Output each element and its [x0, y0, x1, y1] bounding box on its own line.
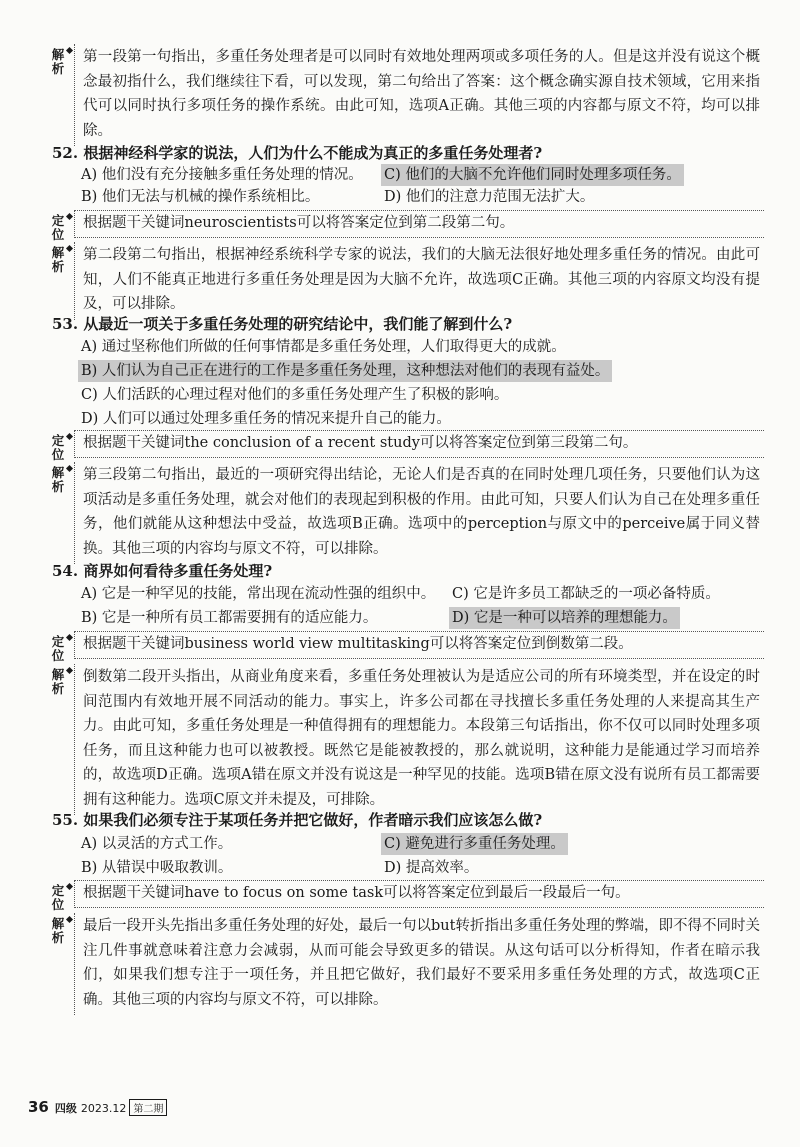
location-block-52: [48, 210, 764, 242]
location-text-54: 根据题干关键词business world view multitasking可以将答案定位到倒数第二段。: [74, 631, 764, 659]
diamond-bullet-icon: [66, 634, 73, 641]
option-55-d: D) 提高效率。: [384, 860, 479, 876]
analysis-badge: 解析: [50, 48, 66, 76]
analysis-badge: 解析: [50, 668, 66, 696]
location-badge: 定位: [50, 635, 66, 663]
option-53-b: B) 人们认为自己正在进行的工作是多重任务处理，这种想法对他们的表现有益处。: [78, 360, 612, 382]
page-number: 36: [28, 1098, 49, 1116]
question-55-title: 55. 如果我们必须专注于某项任务并把它做好，作者暗示我们应该怎么做?: [52, 811, 543, 829]
location-block-53: [48, 430, 764, 462]
option-54-c: C) 它是许多员工都缺乏的一项必备特质。: [452, 586, 720, 602]
analysis-text-51: 第一段第一句指出，多重任务处理者是可以同时有效地处理两项或多项任务的人。但是这并没有说这个概念最初指什么，我们继续往下看，可以发现，第二句给出了答案：这个概念确实源自技术领域，它用来指代可以同时执行多项任务的操作系统。由此可知，选项A正确。其他三项的内容都与原文不符，均可以排除。: [74, 44, 764, 146]
option-53-d: D) 人们可以通过处理多重任务的情况来提升自己的能力。: [81, 411, 451, 427]
diamond-bullet-icon: [66, 213, 73, 220]
analysis-text-55: 最后一段开头先指出多重任务处理的好处，最后一句以but转折指出多重任务处理的弊端，即不得不同时关注几件事就意味着注意力会减弱，从而可能会导致更多的错误。从这句话可以分析得知，作者在暗示我们，如果我们想专注于一项任务，并且把它做好，我们最好不要采用多重任务处理的方式，故选项C正确。其他三项的内容均与原文不符，可以排除。: [74, 913, 764, 1015]
option-53-c: C) 人们活跃的心理过程对他们的多重任务处理产生了积极的影响。: [81, 387, 509, 403]
diamond-bullet-icon: [66, 433, 73, 440]
option-54-d: D) 它是一种可以培养的理想能力。: [449, 607, 680, 629]
analysis-text-54: 倒数第二段开头指出，从商业角度来看，多重任务处理被认为是适应公司的所有环境类型，并在设定的时间范围内有效地开展不同活动的能力。事实上，许多公司都在寻找擅长多重任务处理的人来提高其生产力。由此可知，多重任务处理是一种值得拥有的理想能力。本段第三句话指出，你不仅可以同时处理多项任务，而且这种能力也可以被教授。既然它是能被教授的，那么就说明，这种能力是能通过学习而培养的，故选项D正确。选项A错在原文并没有说这是一种罕见的技能。选项B错在原文没有说所有员工都需要拥有这种能力。选项C原文并未提及，可排除。: [74, 664, 764, 815]
option-52-a: A) 他们没有充分接触多重任务处理的情况。: [81, 167, 363, 183]
analysis-text-52: 第二段第二句指出，根据神经系统科学专家的说法，我们的大脑无法很好地处理多重任务的情况。由此可知，人们不能真正地进行多重任务处理是因为大脑不允许，故选项C正确。其他三项的内容原文均没有提及，可以排除。: [74, 242, 764, 320]
analysis-badge: 解析: [50, 466, 66, 494]
analysis-block-51: [48, 44, 764, 146]
analysis-badge: 解析: [50, 246, 66, 274]
volume-badge: 第二期: [129, 1099, 167, 1116]
option-55-b: B) 从错误中吸取教训。: [81, 860, 233, 876]
analysis-block-54: [48, 664, 764, 815]
location-badge: 定位: [50, 434, 66, 462]
analysis-text-53: 第三段第二句指出，最近的一项研究得出结论，无论人们是否真的在同时处理几项任务，只要他们认为这项活动是多重任务处理，就会对他们的表现起到积极的作用。由此可知，只要人们认为自己在处理多重任务，他们就能从这种想法中受益，故选项B正确。选项中的perception与原文中的perceive属于同义替换。其他三项的内容均与原文不符，可以排除。: [74, 462, 764, 564]
location-block-55: [48, 880, 764, 912]
option-53-a: A) 通过坚称他们所做的任何事情都是多重任务处理，人们取得更大的成就。: [81, 339, 566, 355]
diamond-bullet-icon: [66, 465, 73, 472]
diamond-bullet-icon: [66, 916, 73, 923]
option-54-a: A) 它是一种罕见的技能，常出现在流动性强的组织中。: [81, 586, 436, 602]
location-text-55: 根据题干关键词have to focus on some task可以将答案定位到最后一段最后一句。: [74, 880, 764, 908]
location-text-52: 根据题干关键词neuroscientists可以将答案定位到第二段第二句。: [74, 210, 764, 238]
option-52-c: C) 他们的大脑不允许他们同时处理多项任务。: [381, 164, 684, 186]
option-52-d: D) 他们的注意力范围无法扩大。: [384, 189, 595, 205]
analysis-block-55: [48, 913, 764, 1015]
question-54-title: 54. 商界如何看待多重任务处理?: [52, 562, 273, 580]
option-54-b: B) 它是一种所有员工都需要拥有的适应能力。: [81, 610, 378, 626]
question-52-title: 52. 根据神经科学家的说法，人们为什么不能成为真正的多重任务处理者?: [52, 144, 543, 162]
analysis-badge: 解析: [50, 917, 66, 945]
location-block-54: [48, 631, 764, 663]
option-52-b: B) 他们无法与机械的操作系统相比。: [81, 189, 320, 205]
diamond-bullet-icon: [66, 47, 73, 54]
analysis-block-52: [48, 242, 764, 320]
location-badge: 定位: [50, 214, 66, 242]
option-55-a: A) 以灵活的方式工作。: [81, 836, 233, 852]
question-53-title: 53. 从最近一项关于多重任务处理的研究结论中，我们能了解到什么?: [52, 315, 513, 333]
diamond-bullet-icon: [66, 883, 73, 890]
issue-date: 2023.12: [80, 1102, 127, 1115]
location-badge: 定位: [50, 884, 66, 912]
location-text-53: 根据题干关键词the conclusion of a recent study可以将答案定位到第三段第二句。: [74, 430, 764, 458]
diamond-bullet-icon: [66, 667, 73, 674]
magazine-name: 四级: [54, 1102, 77, 1115]
analysis-block-53: [48, 462, 764, 564]
page-footer: [28, 1098, 167, 1120]
option-55-c: C) 避免进行多重任务处理。: [381, 833, 568, 855]
diamond-bullet-icon: [66, 245, 73, 252]
